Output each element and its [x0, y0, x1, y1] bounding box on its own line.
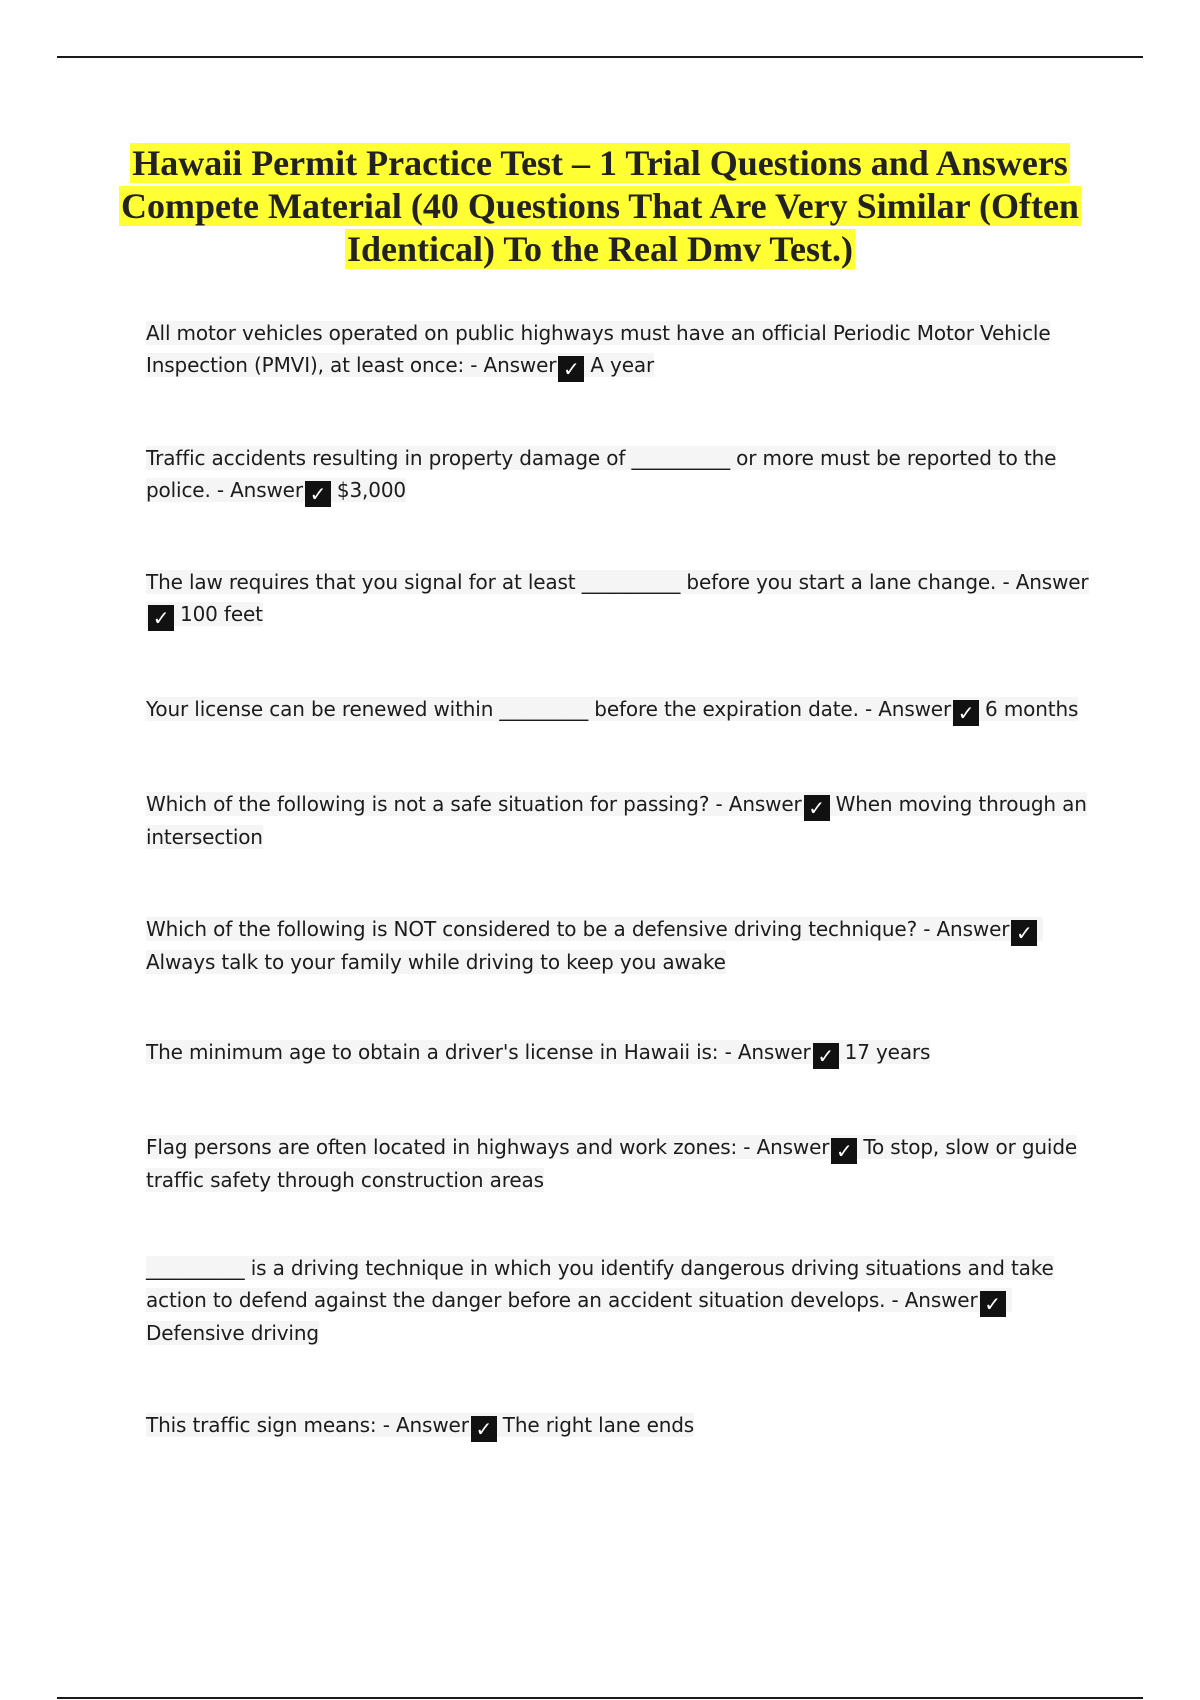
qa-item-9: [146, 1252, 1096, 1349]
question-text: Flag persons are often located in highways and work zones: - Answer: [146, 1135, 830, 1159]
checkmark-box-icon: ✓: [831, 1138, 857, 1164]
qa-item-2: [146, 442, 1096, 507]
answer-text: To stop, slow or guide traffic safety through construction areas: [146, 1135, 1078, 1192]
question-text: Which of the following is NOT considered to be a defensive driving technique? - Answer: [146, 917, 1010, 941]
qa-item-8: [146, 1131, 1096, 1196]
answer-text: 100 feet: [180, 602, 263, 626]
checkmark-box-icon: ✓: [813, 1043, 839, 1069]
header-rule: [57, 56, 1143, 58]
question-text: This traffic sign means: - Answer: [146, 1413, 469, 1437]
question-text: The minimum age to obtain a driver's license in Hawaii is: - Answer: [146, 1040, 811, 1064]
title-highlight: Hawaii Permit Practice Test – 1 Trial Questions and Answers Compete Material (40 Questions That Are Very Similar (Often Identical) To the Real Dmv Test.): [121, 143, 1079, 269]
qa-item-4: [146, 693, 1096, 726]
qa-item-5: [146, 788, 1096, 853]
qa-item-1: [146, 317, 1096, 382]
checkmark-box-icon: ✓: [953, 700, 979, 726]
answer-text: When moving through an intersection: [146, 792, 1087, 849]
qa-item-6: [146, 913, 1096, 978]
answer-text: $3,000: [336, 478, 406, 502]
answer-text: 6 months: [985, 697, 1079, 721]
document-title: [100, 142, 1100, 271]
question-text: Your license can be renewed within _________ before the expiration date. - Answer: [146, 697, 952, 721]
question-text: All motor vehicles operated on public highways must have an official Periodic Motor Vehicle Inspection (PMVI), at least once: - Answer: [146, 321, 1051, 377]
checkmark-box-icon: ✓: [471, 1416, 497, 1442]
qa-item-7: [146, 1036, 1096, 1069]
answer-text: A year: [590, 353, 655, 377]
checkmark-box-icon: ✓: [980, 1291, 1006, 1317]
qa-item-10: [146, 1409, 1096, 1442]
checkmark-box-icon: ✓: [305, 481, 331, 507]
question-text: __________ is a driving technique in which you identify dangerous driving situations and take action to defend against the danger before an accident situation develops. - Answer: [146, 1256, 1054, 1312]
footer-rule: [57, 1697, 1143, 1699]
question-text: Which of the following is not a safe situation for passing? - Answer: [146, 792, 802, 816]
question-text: The law requires that you signal for at least __________ before you start a lane change. - Answer: [146, 570, 1089, 594]
answer-text: 17 years: [844, 1040, 931, 1064]
answer-text: Defensive driving: [146, 1321, 319, 1345]
qa-item-3: [146, 566, 1096, 631]
checkmark-box-icon: ✓: [558, 356, 584, 382]
question-text: Traffic accidents resulting in property damage of __________ or more must be reported to the police. - Answer: [146, 446, 1057, 502]
checkmark-box-icon: ✓: [148, 605, 174, 631]
answer-text: Always talk to your family while driving to keep you awake: [146, 950, 726, 974]
checkmark-box-icon: ✓: [1011, 920, 1037, 946]
checkmark-box-icon: ✓: [804, 795, 830, 821]
answer-text: The right lane ends: [502, 1413, 695, 1437]
